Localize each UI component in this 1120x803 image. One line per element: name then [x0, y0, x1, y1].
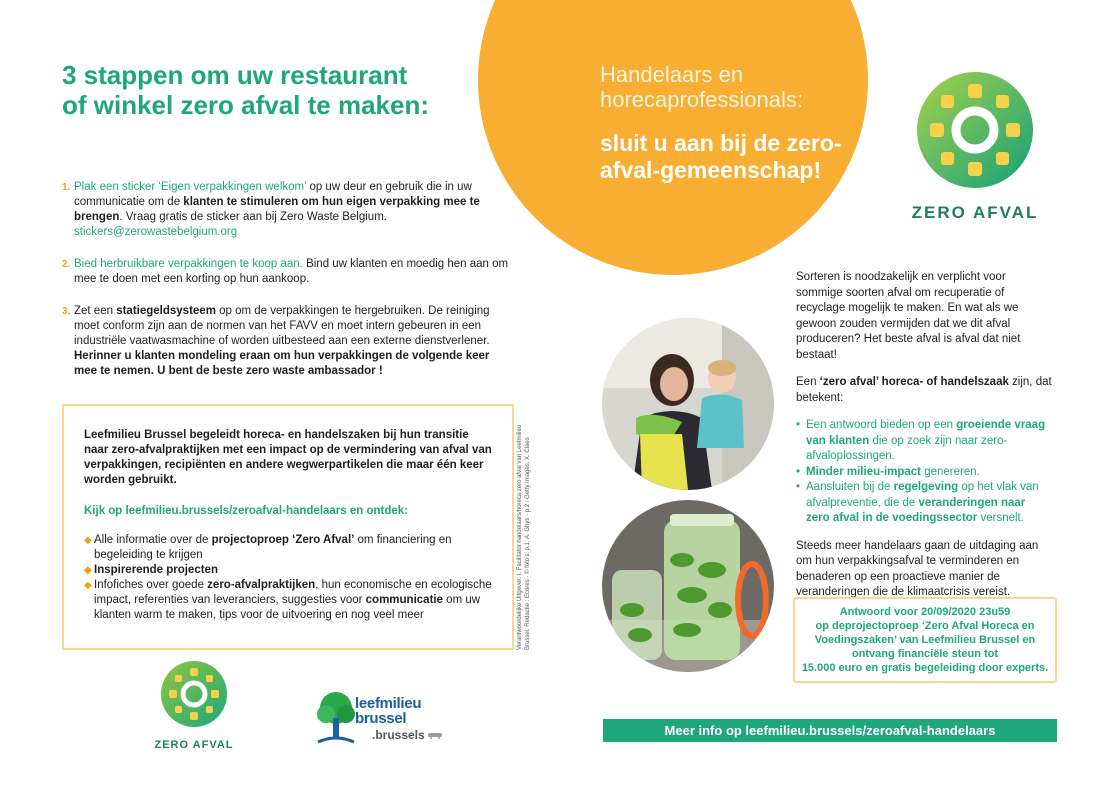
step-1-text: op uw deur en gebruik die in uw communicatie om de: [74, 181, 472, 208]
leefmilieu-logo-line1: leefmilieu: [355, 695, 422, 712]
zero-afval-logo-large: [908, 70, 1042, 223]
bullet-bold: regelgeving: [893, 481, 959, 493]
bullet-text: Een antwoord bieden op een: [806, 419, 957, 431]
step-3-bold: statiegeldsysteem: [116, 305, 216, 317]
intro-paragraph: Sorteren is noodzakelijk en verplicht voor sommige soorten afval om recuperatie of recyclage mogelijk te maken. En wat als we gewoon zouden vermijden dat we dit afval produceren? Het beste afval is afval dat niet bestaat!: [796, 271, 1021, 361]
diamond-bullet-icon: ◆: [84, 565, 92, 576]
info-box-lead: Leefmilieu Brussel begeleidt horeca- en handelszaken bij hun transitie naar zero-afvalpraktijken met een impact op de vermindering van afval van verpakkingen, recipiënten en andere wegwerpartikelen die maar één keer worden gebruikt.: [84, 429, 492, 486]
bullet-bold: veranderingen naar zero afval in de voedingssector: [806, 496, 1026, 524]
definition-bold: ‘zero afval’ horeca- of handelszaak: [819, 376, 1009, 388]
diamond-bullet-icon: ◆: [84, 535, 92, 546]
zero-afval-logo-label: ZERO AFVAL: [911, 203, 1039, 222]
bullet-text: versnelt.: [977, 512, 1024, 524]
deadline-line: Voedingszaken’ van Leefmilieu Brussel en: [814, 634, 1036, 646]
bullet-dot-icon: •: [796, 481, 801, 493]
bullet-text: die op zoek zijn naar zero-afvaloplossingen.: [806, 434, 1008, 462]
tree-logo-icon: [316, 690, 356, 746]
bullet-text: genereren.: [921, 465, 980, 478]
zero-afval-logo-label: ZERO AFVAL: [154, 739, 234, 751]
bullet-text: om financiering en begeleiding te krijgen: [94, 534, 452, 561]
deadline-line: op deprojectoproep ‘Zero Afval Horeca en: [815, 620, 1035, 632]
sticker-email-link[interactable]: stickers@zerowastebelgium.org: [74, 226, 238, 238]
publisher-credit: Verantwoordelijke Uitgever: I. Facilitator handelaars/horeca zero afval van Leefmilieu Brussel. Redactie : Ecores · © foto’s: p.1: A. Ghys · p.2 : Getty Images, X. Claes: [517, 424, 531, 650]
step-number: 2.: [62, 259, 71, 270]
info-box-link-text[interactable]: Kijk op leefmilieu.brussels/zeroafval-handelaars en ontdek:: [84, 505, 409, 517]
step-1-bold: klanten te stimuleren om hun eigen verpakking mee te brengen: [74, 196, 480, 223]
zero-afval-logo-small: [152, 660, 236, 751]
bullet-bold: communicatie: [365, 594, 443, 606]
info-bullet-3: [84, 578, 494, 623]
deadline-line: 15.000 euro en gratis begeleiding door experts.: [801, 662, 1049, 674]
pickle-jars-image: [602, 500, 774, 672]
photo-pickle-jars: [602, 500, 774, 672]
car-icon: [428, 731, 442, 739]
step-3: [62, 304, 510, 379]
steps-list: [62, 180, 510, 396]
step-number: 1.: [62, 182, 71, 193]
zero-afval-emblem-icon: [908, 70, 1042, 190]
deadline-line: Antwoord voor 20/09/2020 23u59: [839, 606, 1011, 618]
step-1: [62, 180, 510, 240]
benefit-bullet-3: [796, 480, 1052, 527]
main-title-line1: 3 stappen om uw restaurant: [62, 60, 408, 90]
benefit-bullet-2: [796, 465, 1052, 481]
closing-paragraph: Steeds meer handelaars gaan de uitdaging aan om hun verpakkingsafval te verminderen en benaderen op een proactieve manier de veranderingen die de klimaatcrisis vereist.: [796, 539, 1039, 598]
leefmilieu-logo-text: [355, 696, 421, 726]
definition-text: zijn, dat betekent:: [796, 376, 1052, 404]
bullet-dot-icon: •: [796, 419, 801, 431]
step-3-reminder: Herinner u klanten mondeling eraan om hun verpakkingen de volgende keer mee te nemen. U bent de beste zero waste ambassador !: [74, 350, 490, 377]
deadline-box: [793, 597, 1057, 683]
step-2-highlight: Bied herbruikbare verpakkingen te koop aan.: [74, 258, 303, 270]
diamond-bullet-icon: ◆: [84, 580, 92, 591]
definition-paragraph: [796, 375, 1052, 406]
info-box: [62, 404, 514, 650]
step-number: 3.: [62, 306, 71, 317]
bullet-text: op het vlak van afvalpreventie, die de: [806, 481, 1039, 509]
photo-mother-child: [602, 318, 774, 490]
main-title-line2: of winkel zero afval te maken:: [62, 90, 430, 120]
step-1-text-2: . Vraag gratis de sticker aan bij Zero Waste Belgium.: [119, 211, 387, 223]
circle-title: Handelaars en horecaprofessionals:: [600, 62, 804, 112]
bullet-text: Inspirerende projecten: [94, 564, 218, 576]
brussels-logo-text: [372, 728, 442, 742]
step-2-text: Bind uw klanten en moedig hen aan om mee te doen met een korting op hun aankoop.: [74, 258, 509, 285]
bullet-bold: zero-afvalpraktijken: [207, 579, 316, 591]
step-1-highlight: Plak een sticker ‘Eigen verpakkingen welkom’: [74, 181, 307, 193]
bullet-text: Alle informatie over de: [94, 534, 212, 546]
info-bullet-1: [84, 533, 494, 563]
info-bullet-2: [84, 563, 494, 578]
main-title: [62, 60, 482, 120]
brussels-domain: .brussels: [372, 728, 425, 742]
bullet-bold: Minder milieu-impact: [806, 465, 922, 478]
bullet-bold: projectoproep ‘Zero Afval’: [211, 534, 355, 546]
zero-afval-emblem-icon: [152, 660, 236, 728]
leefmilieu-logo-line2: brussel: [355, 710, 407, 727]
bullet-text: Infofiches over goede: [94, 579, 208, 591]
more-info-banner[interactable]: Meer info op leefmilieu.brussels/zeroafval-handelaars: [603, 719, 1057, 742]
step-3-text: Zet een: [74, 305, 117, 317]
bullet-text: Aansluiten bij de: [806, 481, 894, 493]
bullet-text: , hun economische en ecologische impact, referenties van leveranciers, suggesties voor: [94, 579, 492, 606]
definition-text: Een: [796, 376, 820, 388]
right-column-text: [796, 270, 1052, 613]
step-2: [62, 257, 510, 287]
deadline-line: ontvang financiële steun tot: [851, 648, 999, 660]
bullet-dot-icon: •: [796, 465, 801, 478]
circle-subtitle: sluit u aan bij de zero-afval-gemeenschap!: [600, 130, 842, 183]
bullet-text: om uw klanten warm te maken, tips voor de uitvoering en nog veel meer: [94, 594, 481, 621]
step-3-text-2: op om de verpakkingen te hergebruiken. De reiniging moet conform zijn aan de normen van het FAVV en moet intern gebeuren in een industriële vaatwasmachine of worden uitbesteed aan een externe dienstverlener.: [74, 305, 490, 347]
benefit-bullet-1: [796, 418, 1052, 465]
bullet-bold: groeiende vraag van klanten: [806, 419, 1046, 447]
mother-child-image: [602, 318, 774, 490]
